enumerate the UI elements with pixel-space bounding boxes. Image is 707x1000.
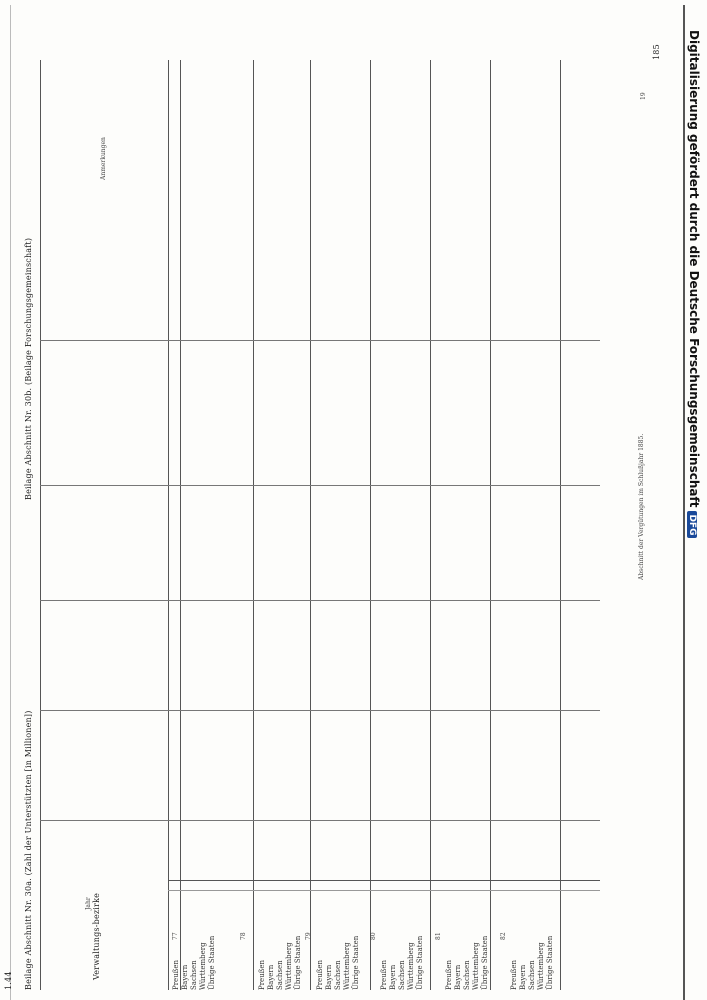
group-rule <box>40 710 600 711</box>
row-label: Sachsen <box>334 960 342 990</box>
group-year: 82 <box>500 932 507 940</box>
row-label: Übrige Staaten <box>208 935 216 990</box>
row-label: Bayern <box>181 964 189 990</box>
row-label: Übrige Staaten <box>481 935 489 990</box>
table-rule <box>490 60 491 990</box>
row-label: Preußen <box>510 959 518 990</box>
row-label: Sachsen <box>528 960 536 990</box>
group-year: 81 <box>435 932 442 940</box>
dfg-logo: DFG <box>687 511 697 538</box>
row-label: Preußen <box>445 959 453 990</box>
row-label: Sachsen <box>276 960 284 990</box>
row-label: Bayern <box>389 964 397 990</box>
group-rule <box>40 600 600 601</box>
row-label: Preußen <box>172 959 180 990</box>
row-label: Württemberg <box>537 942 545 990</box>
table-rule <box>40 60 41 990</box>
group-year: 77 <box>172 932 179 940</box>
row-label: Württemberg <box>285 942 293 990</box>
remarks-header: Anmerkungen <box>100 137 107 180</box>
table-rule <box>168 60 169 990</box>
row-label: Württemberg <box>407 942 415 990</box>
row-label: Übrige Staaten <box>294 935 302 990</box>
row-label: Übrige Staaten <box>546 935 554 990</box>
row-label: Preußen <box>258 959 266 990</box>
row-label: Württemberg <box>343 942 351 990</box>
footnote: Abschnitt der Vergütungen im Schlußjahr 1885. <box>638 433 645 580</box>
table-rule <box>310 60 311 990</box>
row-label: Bayern <box>325 964 333 990</box>
table-rule <box>370 60 371 990</box>
group-rule <box>40 485 600 486</box>
table-rule <box>253 60 254 990</box>
table-rule <box>430 60 431 990</box>
row-label: Bayern <box>519 964 527 990</box>
table-rule <box>180 60 181 990</box>
row-label: Württemberg <box>472 942 480 990</box>
row-label: Preußen <box>380 959 388 990</box>
row-label: Übrige Staaten <box>352 935 360 990</box>
group-rule <box>168 890 600 891</box>
row-label: Württemberg <box>199 942 207 990</box>
stub-header: Verwaltungs-bezirke <box>92 892 101 980</box>
group-year: 78 <box>240 932 247 940</box>
group-year: 80 <box>370 932 377 940</box>
row-label: Preußen <box>316 959 324 990</box>
table-rule <box>560 60 561 990</box>
year-header: Jahr <box>85 897 92 910</box>
dfg-watermark-label: Digitalisierung gefördert durch die Deutsche Forschungsgemeinschaft <box>687 30 701 508</box>
group-rule <box>40 340 600 341</box>
group-rule <box>168 880 600 881</box>
running-title-right: Beilage Abschnitt Nr. 30b. (Beilage Forschungsgemeinschaft) <box>24 237 33 500</box>
corner-mark: 19 <box>640 92 647 100</box>
running-title-left: Beilage Abschnitt Nr. 30a. (Zahl der Unterstützten [in Millionen]) <box>24 710 33 990</box>
row-label: Bayern <box>267 964 275 990</box>
group-year: 79 <box>305 932 312 940</box>
row-label: Sachsen <box>463 960 471 990</box>
row-label: Bayern <box>454 964 462 990</box>
dfg-watermark <box>683 0 703 1000</box>
dfg-watermark-text <box>687 30 701 538</box>
statistics-table <box>40 60 600 990</box>
row-label: Sachsen <box>190 960 198 990</box>
page-number: 185 <box>652 44 661 60</box>
left-marginalia: 1.44 <box>4 971 13 990</box>
group-rule <box>40 820 600 821</box>
row-label: Sachsen <box>398 960 406 990</box>
page-border-left <box>10 5 11 1000</box>
row-label: Übrige Staaten <box>416 935 424 990</box>
